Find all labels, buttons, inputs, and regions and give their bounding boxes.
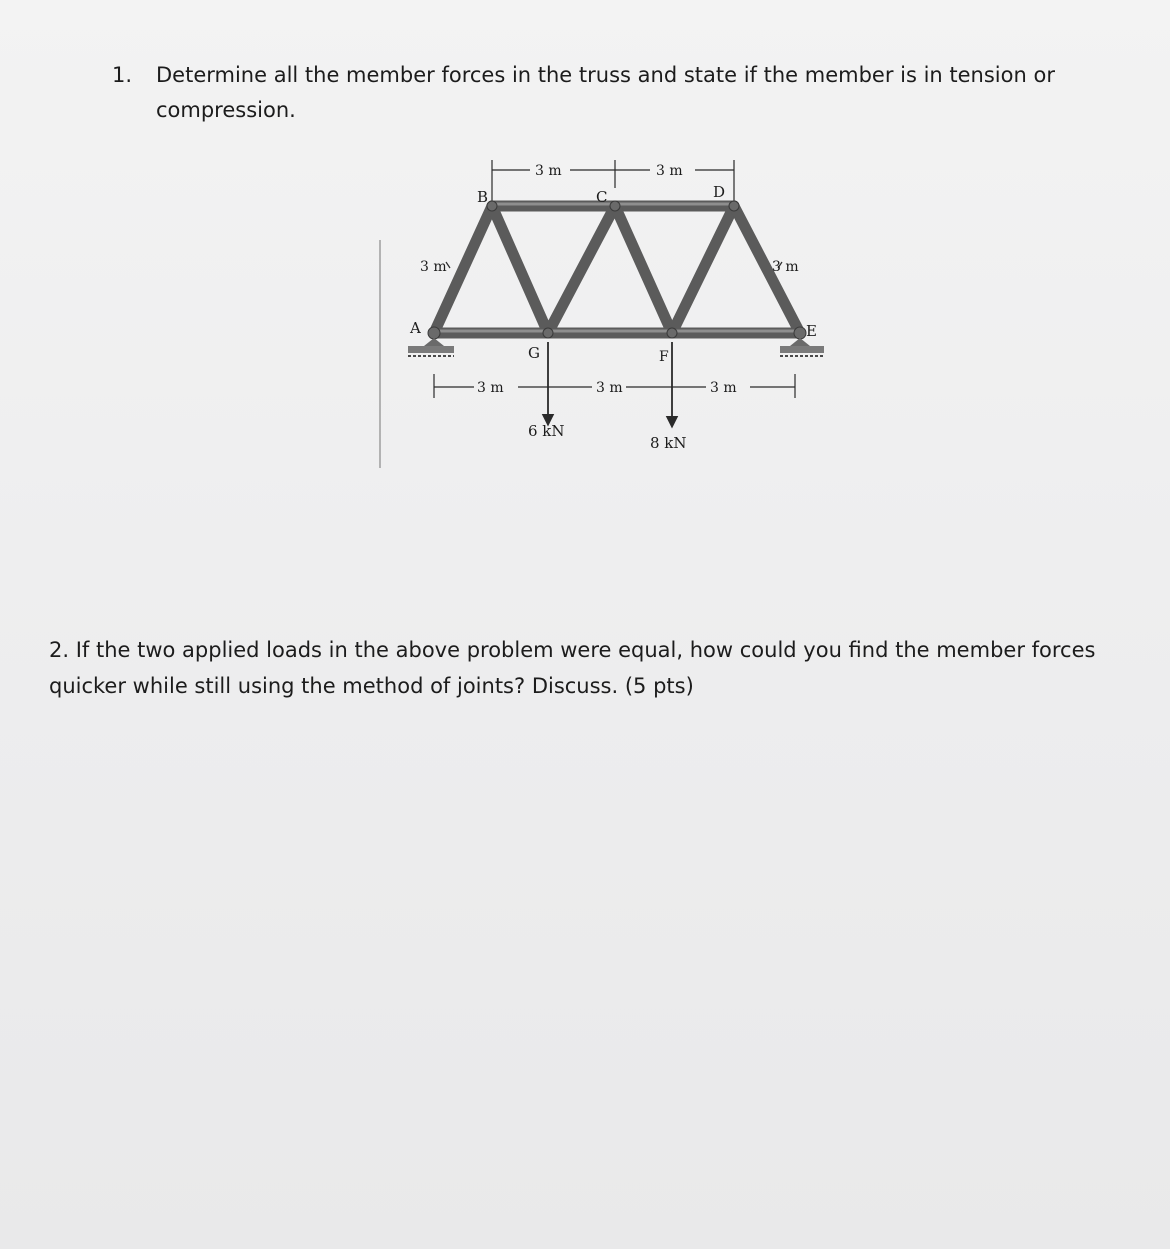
dim-bottom-1: 3 m — [477, 380, 504, 396]
joint-label-g: G — [528, 344, 540, 362]
dim-right-height: 3 m — [772, 259, 799, 275]
truss-diagram — [370, 150, 840, 480]
support-a — [408, 338, 454, 356]
joint-label-f: F — [659, 349, 669, 365]
dim-top-2: 3 m — [656, 163, 683, 179]
question-1-number: 1. — [112, 63, 133, 87]
dim-top-1: 3 m — [535, 163, 562, 179]
question-2: 2. If the two applied loads in the above problem were equal, how could you find the member forces quicker while still using the method of joints? Discuss. (5 pts) — [49, 638, 1096, 698]
load-label-g: 6 kN — [528, 422, 565, 440]
dim-bottom-3: 3 m — [710, 380, 737, 396]
load-label-f: 8 kN — [650, 434, 687, 452]
support-e — [780, 338, 824, 356]
top-dimension — [492, 160, 734, 202]
joint-label-c: C — [596, 188, 608, 206]
truss-members — [434, 204, 800, 333]
joint-label-b: B — [477, 188, 489, 206]
joint-label-d: D — [713, 183, 726, 201]
truss-figure — [370, 150, 840, 480]
joint-label-a: A — [410, 319, 421, 337]
dim-left-height: 3 m — [420, 259, 447, 275]
question-1-text: Determine all the member forces in the truss and state if the member is in tension or compression. — [156, 63, 1055, 122]
dim-bottom-2: 3 m — [596, 380, 623, 396]
side-dimension-ticks — [446, 262, 782, 268]
joint-label-e: E — [806, 322, 817, 340]
